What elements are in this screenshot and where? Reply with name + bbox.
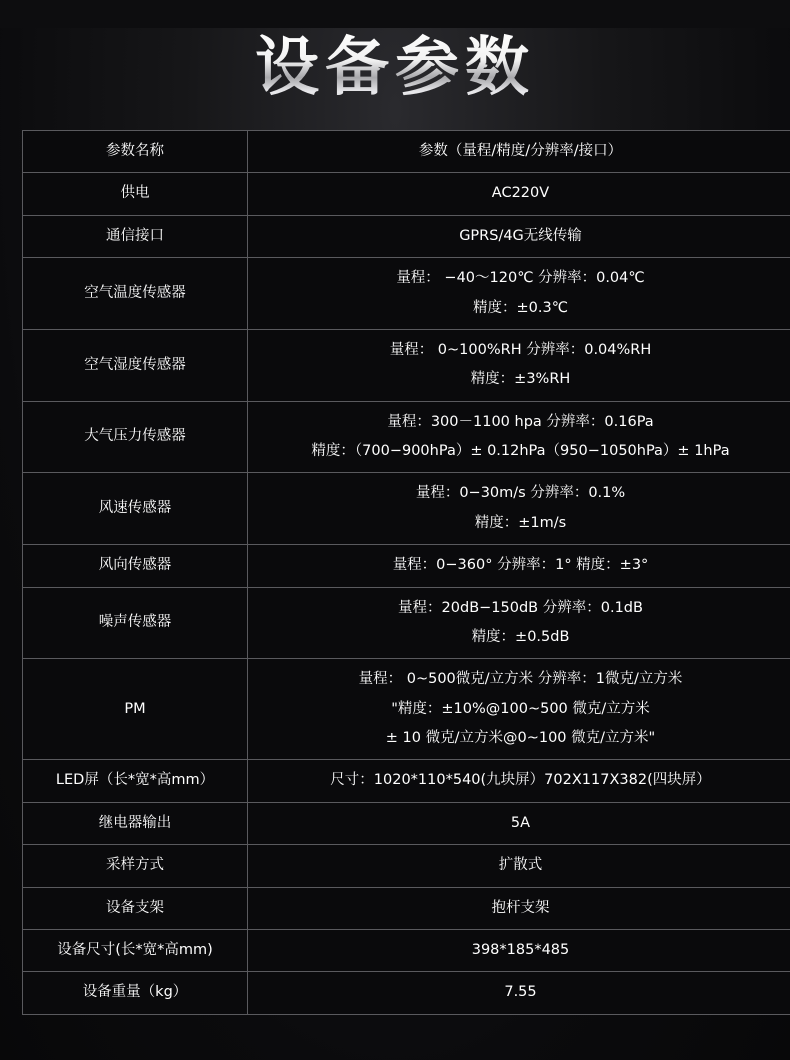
- param-value-line: 7.55: [254, 980, 787, 1005]
- param-value-cell: [248, 215, 790, 257]
- table-row: [23, 258, 790, 330]
- table-row: [23, 972, 790, 1014]
- param-value-cell: [248, 802, 790, 844]
- param-name-cell: LED屏（长*宽*高mm）: [23, 760, 248, 802]
- spec-table-body: [23, 131, 790, 1015]
- param-name-cell: 继电器输出: [23, 802, 248, 844]
- param-name-cell: 风速传感器: [23, 473, 248, 545]
- table-row: [23, 473, 790, 545]
- param-value-line: 量程：0−30m/s 分辨率：0.1%: [254, 481, 787, 506]
- table-row: [23, 659, 790, 760]
- page-content: [0, 28, 790, 1015]
- param-value-line: "精度：±10%@100~500 微克/立方米: [254, 697, 787, 722]
- param-value-line: 5A: [254, 811, 787, 836]
- table-row: [23, 845, 790, 887]
- param-value-cell: [248, 131, 790, 173]
- param-name-cell: 供电: [23, 173, 248, 215]
- param-value-cell: [248, 587, 790, 659]
- param-value-cell: [248, 473, 790, 545]
- table-row: [23, 401, 790, 473]
- param-value-line: 398*185*485: [254, 938, 787, 963]
- param-value-cell: [248, 929, 790, 971]
- param-value-cell: [248, 329, 790, 401]
- param-name-cell: 设备尺寸(长*宽*高mm): [23, 929, 248, 971]
- param-name-cell: PM: [23, 659, 248, 760]
- param-name-cell: 风向传感器: [23, 545, 248, 587]
- param-value-cell: [248, 545, 790, 587]
- param-value-cell: [248, 887, 790, 929]
- param-name-cell: 空气湿度传感器: [23, 329, 248, 401]
- table-row: [23, 760, 790, 802]
- param-value-line: 尺寸：1020*110*540(九块屏）702X117X382(四块屏）: [254, 768, 787, 793]
- param-value-line: 扩散式: [254, 853, 787, 878]
- param-name-cell: 通信接口: [23, 215, 248, 257]
- param-value-cell: [248, 972, 790, 1014]
- param-value-line: 精度：±3%RH: [254, 367, 787, 392]
- param-value-line: 量程： 0~100%RH 分辨率：0.04%RH: [254, 338, 787, 363]
- param-value-cell: [248, 760, 790, 802]
- param-value-cell: [248, 401, 790, 473]
- param-value-line: 参数（量程/精度/分辨率/接口）: [254, 139, 787, 164]
- param-value-line: 精度：（700−900hPa）± 0.12hPa（950−1050hPa）± 1hPa: [254, 439, 787, 464]
- param-name-cell: 噪声传感器: [23, 587, 248, 659]
- param-value-line: 量程： 0~500微克/立方米 分辨率：1微克/立方米: [254, 667, 787, 692]
- spec-table: [22, 130, 790, 1015]
- table-row: [23, 929, 790, 971]
- param-value-line: 精度：±0.3℃: [254, 296, 787, 321]
- table-row: [23, 215, 790, 257]
- table-row: [23, 887, 790, 929]
- table-row: [23, 329, 790, 401]
- param-value-line: GPRS/4G无线传输: [254, 224, 787, 249]
- table-row: [23, 587, 790, 659]
- param-value-line: ± 10 微克/立方米@0~100 微克/立方米": [254, 726, 787, 751]
- table-row: [23, 131, 790, 173]
- param-value-cell: [248, 173, 790, 215]
- param-value-line: 量程：300－1100 hpa 分辨率：0.16Pa: [254, 410, 787, 435]
- param-value-line: 量程：0−360° 分辨率：1° 精度：±3°: [254, 553, 787, 578]
- param-value-cell: [248, 845, 790, 887]
- param-value-line: 量程： −40～120℃ 分辨率：0.04℃: [254, 266, 787, 291]
- spec-table-container: [22, 130, 768, 1015]
- param-name-cell: 采样方式: [23, 845, 248, 887]
- param-value-cell: [248, 258, 790, 330]
- param-name-cell: 设备支架: [23, 887, 248, 929]
- param-value-cell: [248, 659, 790, 760]
- param-name-cell: 大气压力传感器: [23, 401, 248, 473]
- page-title: 设备参数: [0, 28, 790, 108]
- param-value-line: 精度：±0.5dB: [254, 625, 787, 650]
- table-row: [23, 802, 790, 844]
- param-value-line: 精度：±1m/s: [254, 511, 787, 536]
- table-row: [23, 545, 790, 587]
- param-value-line: AC220V: [254, 181, 787, 206]
- param-name-cell: 参数名称: [23, 131, 248, 173]
- param-name-cell: 设备重量（kg）: [23, 972, 248, 1014]
- table-row: [23, 173, 790, 215]
- param-value-line: 量程：20dB−150dB 分辨率：0.1dB: [254, 596, 787, 621]
- param-name-cell: 空气温度传感器: [23, 258, 248, 330]
- param-value-line: 抱杆支架: [254, 896, 787, 921]
